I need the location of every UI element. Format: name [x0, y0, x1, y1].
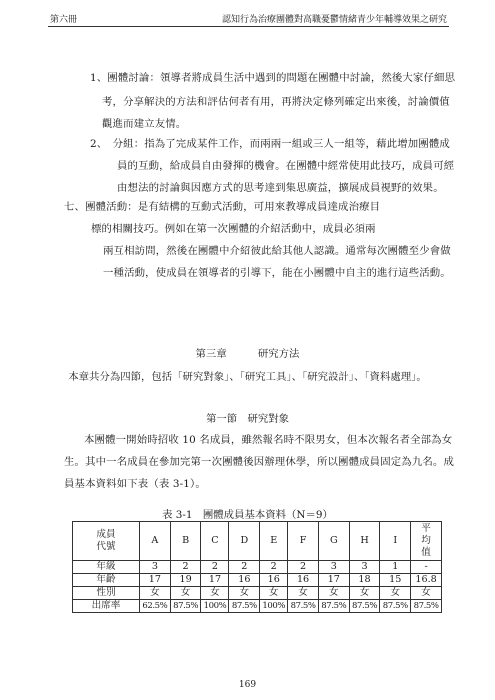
- group-discussion-line-1: 1、團體討論：領導者將成員生活中遇到的問題在團體中討論，然後大家仔細思: [90, 72, 456, 84]
- table-cell: 2: [201, 561, 229, 574]
- column-header: B: [170, 522, 201, 561]
- subgroup-line-3: 由想法的討論與因應方式的思考達到集思廣益，擴展成員視野的效果。: [117, 182, 444, 194]
- table-cell: 2: [260, 561, 288, 574]
- subgroup-line-2: 員的互動，給成員自由發揮的機會。在團體中經常使用此技巧，成員可經: [117, 160, 455, 172]
- table-cell: 87.5%: [288, 600, 319, 613]
- member-code-header: [73, 522, 140, 561]
- table-cell: 女: [380, 587, 411, 600]
- table-row: [73, 587, 442, 600]
- table-cell: 87.5%: [318, 600, 349, 613]
- table-cell: 女: [201, 587, 229, 600]
- member-code-header-line-2: 代號: [96, 541, 116, 552]
- column-header: A: [140, 522, 171, 561]
- row-label: 年齡: [73, 574, 140, 587]
- column-header: F: [288, 522, 319, 561]
- group-activity-line-2: 標的相關技巧。例如在第一次團體的介紹活動中，成員必須兩: [91, 223, 376, 235]
- table-cell: 87.5%: [170, 600, 201, 613]
- table-cell: 3: [318, 561, 349, 574]
- section-text-line-3: 員基本資料如下表（表 3-1）。: [64, 478, 206, 490]
- header-rule: [48, 26, 449, 27]
- average-header-char: 值: [421, 547, 431, 558]
- column-header: C: [201, 522, 229, 561]
- table-cell: 87.5%: [380, 600, 411, 613]
- table-cell: 16: [229, 574, 260, 587]
- table-cell: 女: [349, 587, 380, 600]
- table-cell: 1: [380, 561, 411, 574]
- table-cell: 女: [260, 587, 288, 600]
- table-cell: 19: [170, 574, 201, 587]
- table-cell: 16: [260, 574, 288, 587]
- table-cell: 3: [349, 561, 380, 574]
- running-header-left: 第六冊: [50, 15, 78, 25]
- section-heading: 第一節 研究對象: [205, 413, 290, 425]
- table-cell: 2: [288, 561, 319, 574]
- row-label: 性別: [73, 587, 140, 600]
- member-data-table: [72, 521, 442, 613]
- table-row: [73, 600, 442, 613]
- table-row: [73, 561, 442, 574]
- table-cell: 15: [380, 574, 411, 587]
- table-cell: 87.5%: [349, 600, 380, 613]
- table-caption: 表 3-1 團體成員基本資料（N＝9）: [162, 509, 333, 521]
- column-header: G: [318, 522, 349, 561]
- page-number: 169: [238, 680, 257, 690]
- chapter-heading: 第三章 研究方法: [195, 348, 300, 360]
- row-label: 年級: [73, 561, 140, 574]
- average-header: [411, 522, 442, 561]
- table-cell: 16: [288, 574, 319, 587]
- subgroup-line-1: 2、 分組：指為了完成某件工作，而兩兩一組或三人一組等，藉此增加團體成: [90, 138, 450, 150]
- column-header: H: [349, 522, 380, 561]
- group-discussion-line-3: 觀進而建立友情。: [102, 118, 187, 130]
- average-header-char: 均: [421, 535, 431, 546]
- table-cell: 87.5%: [229, 600, 260, 613]
- table-cell: 17: [140, 574, 171, 587]
- group-activity-line-4: 一種活動，使成員在領導者的引導下，能在小團體中自主的進行這些活動。: [103, 267, 451, 279]
- table-cell: 62.5%: [140, 600, 171, 613]
- section-text-line-1: 本團體一開始時招收 10 名成員，雖然報名時不限男女，但本次報名者全部為女: [84, 434, 453, 446]
- table-cell: 2: [229, 561, 260, 574]
- group-activity-line-1: 七、團體活動：是有結構的互動式活動，可用來教導成員達成治療目: [64, 201, 381, 213]
- average-cell: 16.8: [411, 574, 442, 587]
- table-cell: 18: [349, 574, 380, 587]
- table-cell: 3: [140, 561, 171, 574]
- average-cell: -: [411, 561, 442, 574]
- average-header-char: 平: [421, 523, 431, 534]
- average-cell: 87.5%: [411, 600, 442, 613]
- table-header-row: [73, 522, 442, 561]
- table-cell: 女: [229, 587, 260, 600]
- group-activity-line-3: 兩互相訪問，然後在團體中介紹彼此給其他人認識。通常每次團體至少會做: [103, 245, 451, 257]
- table-cell: 女: [170, 587, 201, 600]
- section-text-line-2: 生。其中一名成員在參加完第一次團體後因辦理休學，所以團體成員固定為九名。成: [64, 456, 454, 468]
- table-row: [73, 574, 442, 587]
- table-cell: 100%: [260, 600, 288, 613]
- table-cell: 女: [318, 587, 349, 600]
- table-cell: 女: [288, 587, 319, 600]
- column-header: E: [260, 522, 288, 561]
- table-cell: 女: [140, 587, 171, 600]
- table-cell: 2: [170, 561, 201, 574]
- table-cell: 100%: [201, 600, 229, 613]
- column-header: D: [229, 522, 260, 561]
- running-header-right: 認知行為治療團體對高職憂鬱情緒青少年輔導效果之研究: [221, 15, 447, 25]
- chapter-intro: 本章共分為四節，包括「研究對象」、「研究工具」、「研究設計」、「資料處理」。: [68, 371, 427, 383]
- member-code-header-line-1: 成員: [96, 529, 116, 540]
- row-label: 出席率: [73, 600, 140, 613]
- average-cell: 女: [411, 587, 442, 600]
- column-header: I: [380, 522, 411, 561]
- table-cell: 17: [201, 574, 229, 587]
- table-cell: 17: [318, 574, 349, 587]
- group-discussion-line-2: 考，分享解決的方法和評估何者有用，再將決定條列確定出來後，討論價值: [102, 96, 450, 108]
